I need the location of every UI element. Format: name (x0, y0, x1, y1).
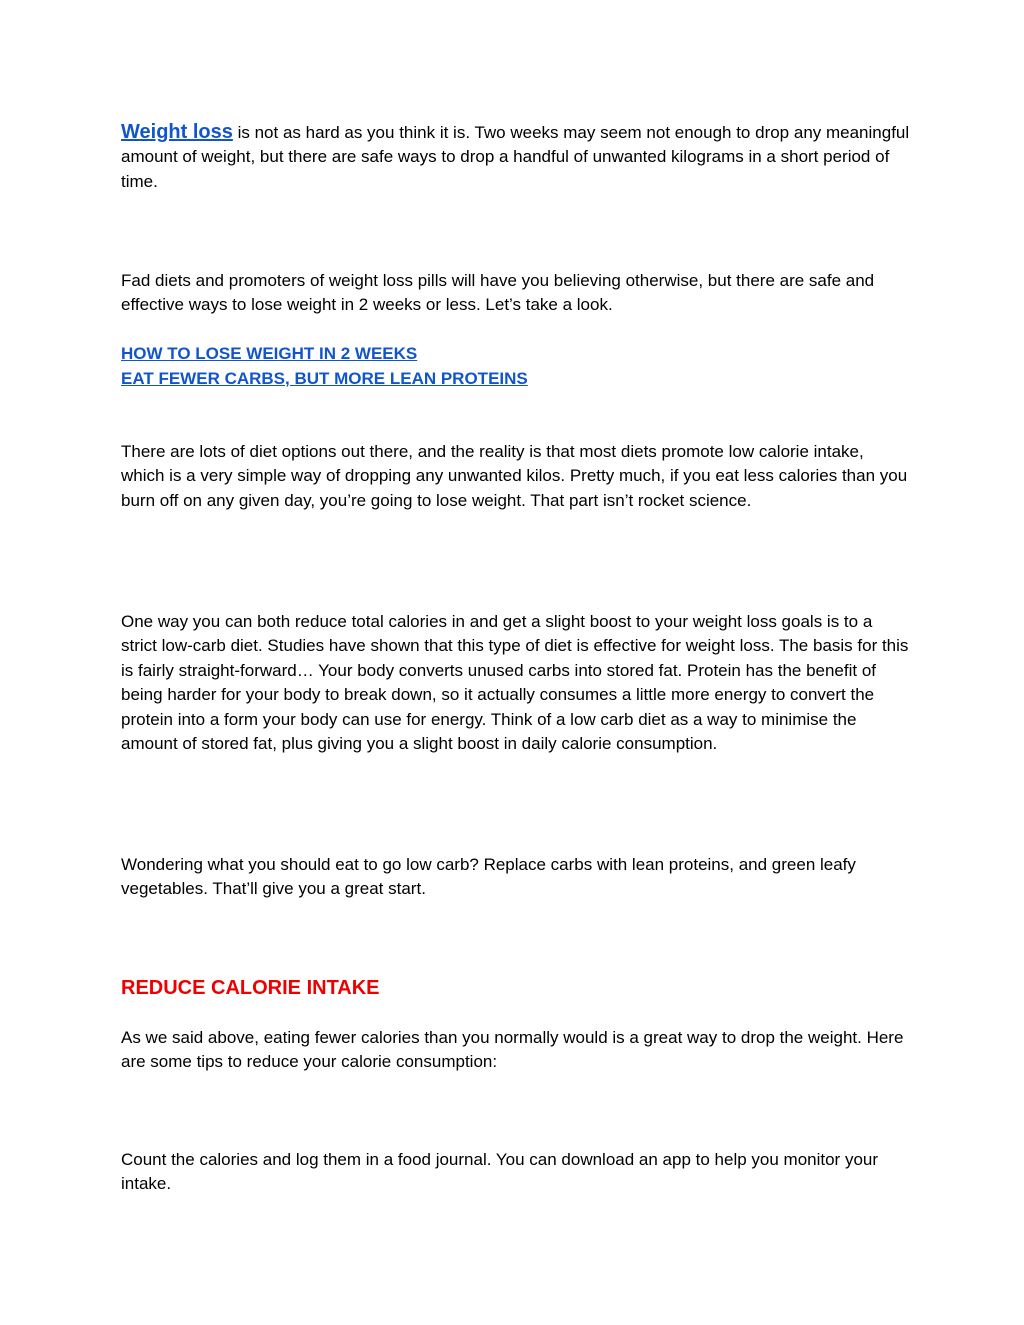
go-low-carb-paragraph: Wondering what you should eat to go low carb? Replace carbs with lean proteins, and green leafy vegetables. That’ll give you a great start. (121, 855, 856, 899)
intro-paragraph (121, 120, 911, 194)
as-we-said-paragraph: As we said above, eating fewer calories than you normally would is a great way to drop the weight. Here are some tips to reduce your calorie consumption: (121, 1028, 904, 1072)
fad-diets-paragraph: Fad diets and promoters of weight loss pills will have you believing otherwise, but there are safe and effective ways to lose weight in 2 weeks or less. Let’s take a look. (121, 271, 875, 315)
count-calories-paragraph: Count the calories and log them in a food journal. You can download an app to help you monitor your intake. (121, 1150, 879, 1194)
reduce-calorie-heading: REDUCE CALORIE INTAKE (121, 977, 380, 999)
weight-loss-link[interactable]: Weight loss (121, 121, 233, 143)
how-to-lose-weight-link[interactable]: HOW TO LOSE WEIGHT IN 2 WEEKS (121, 344, 418, 363)
low-carb-paragraph: One way you can both reduce total calories in and get a slight boost to your weight loss goals is to a strict low-carb diet. Studies have shown that this type of diet is effective for weight loss. The basis for this is fairly straight-forward… Your body converts unused carbs into stored fat. Protein has the benefit of being harder for your body to break down, so it actually consumes a little more energy to convert the protein into a form your body can use for energy. Think of a low carb diet as a way to minimise the amount of stored fat, plus giving you a slight boost in daily calorie consumption. (121, 612, 909, 754)
diet-options-paragraph: There are lots of diet options out there, and the reality is that most diets promote low calorie intake, which is a very simple way of dropping any unwanted kilos. Pretty much, if you eat less calories than you burn off on any given day, you’re going to lose weight. That part isn’t rocket science. (121, 442, 908, 510)
eat-fewer-carbs-link[interactable]: EAT FEWER CARBS, BUT MORE LEAN PROTEINS (121, 369, 528, 388)
intro-text: is not as hard as you think it is. Two weeks may seem not enough to drop any meaningful amount of weight, but there are safe ways to drop a handful of unwanted kilograms in a short period of time. (121, 123, 910, 191)
